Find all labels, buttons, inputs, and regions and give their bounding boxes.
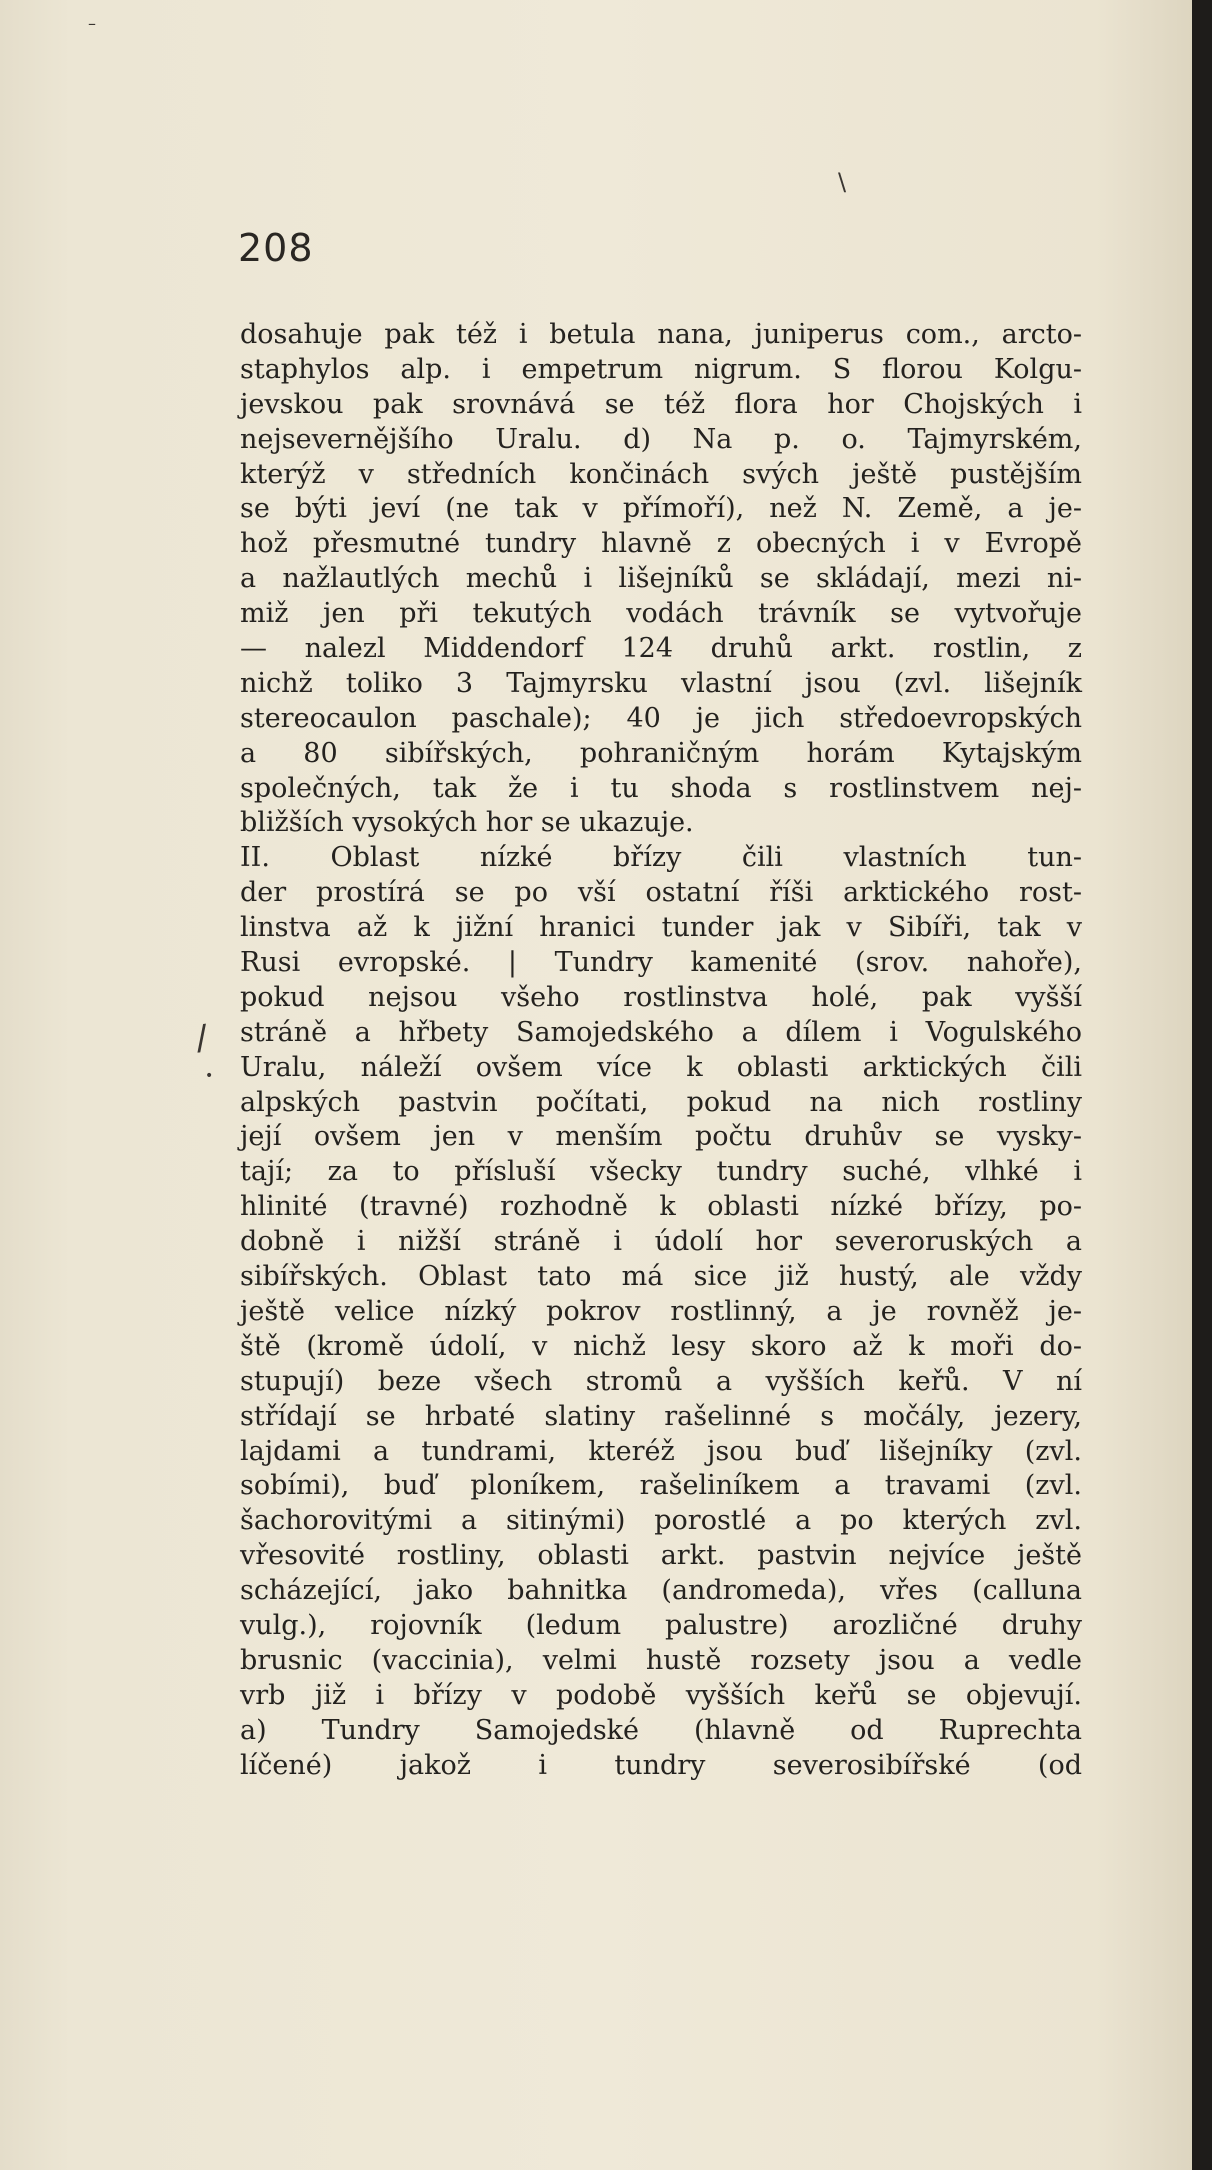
text-line: hož přesmutné tundry hlavně z obecných i v Evropě	[240, 528, 1082, 560]
text-line: nichž toliko 3 Tajmyrsku vlastní jsou (zvl. lišejník	[240, 667, 1082, 699]
text-line: a 80 sibířských, pohraničným horám Kytajským	[240, 737, 1082, 769]
text-line: jevskou pak srovnává se též flora hor Chojských i	[240, 388, 1082, 420]
text-line: stupují) beze všech stromů a vyšších keřů. V ní	[240, 1365, 1082, 1397]
text-line: kterýž v středních končinách svých ještě pustějším	[240, 458, 1082, 490]
text-line: Rusi evropské. | Tundry kamenité (srov. nahoře),	[240, 947, 1082, 979]
text-line: tají; za to přísluší všecky tundry suché, vlhké i	[240, 1156, 1082, 1188]
body-text	[240, 318, 1082, 1783]
text-line: její ovšem jen v menším počtu druhův se vysky-	[240, 1121, 1082, 1153]
margin-slash-mark: /	[193, 1017, 210, 1059]
text-line: dosahuje pak též i betula nana, juniperus com., arcto-	[240, 319, 1082, 350]
text-line: střídají se hrbaté slatiny rašelinné s močály, jezery,	[240, 1400, 1082, 1432]
text-line: ještě velice nízký pokrov rostlinný, a je rovněž je-	[240, 1295, 1082, 1327]
text-line: dobně i nižší stráně i údolí hor severoruských a	[240, 1226, 1082, 1258]
text-line: vřesovité rostliny, oblasti arkt. pastvin nejvíce ještě	[240, 1540, 1082, 1572]
text-line: staphylos alp. i empetrum nigrum. S florou Kolgu-	[240, 353, 1082, 385]
text-line: líčené) jakož i tundry severosibířské (od	[240, 1749, 1082, 1781]
text-line: stráně a hřbety Samojedského a dílem i Vogulského	[240, 1016, 1082, 1048]
text-line: bližších vysokých hor se ukazuje.	[240, 807, 694, 839]
text-line: sobími), buď ploníkem, rašeliníkem a travami (zvl.	[240, 1470, 1082, 1502]
page-number: 208	[238, 226, 314, 270]
text-line: sibířských. Oblast tato má sice již hustý, ale vždy	[240, 1261, 1082, 1293]
text-line: pokud nejsou všeho rostlinstva holé, pak vyšší	[240, 981, 1082, 1013]
text-line: der prostírá se po vší ostatní říši arktického rost-	[240, 877, 1082, 909]
text-line: se býti jeví (ne tak v přímoří), než N. Země, a je-	[240, 493, 1082, 525]
margin-dot-mark: •	[205, 1068, 214, 1084]
text-line: a) Tundry Samojedské (hlavně od Ruprechta	[240, 1714, 1082, 1746]
text-line: hlinité (travné) rozhodně k oblasti nízké břízy, po-	[240, 1191, 1082, 1223]
text-line: II. Oblast nízké břízy čili vlastních tun-	[240, 842, 1082, 874]
text-line: alpských pastvin počítati, pokud na nich rostliny	[240, 1086, 1082, 1118]
corner-mark: –	[88, 14, 96, 33]
text-line: — nalezl Middendorf 124 druhů arkt. rostlin, z	[240, 633, 1082, 665]
text-line: Uralu, náleží ovšem více k oblasti arktických čili	[240, 1051, 1082, 1083]
text-line: a nažlautlých mechů i lišejníků se skládají, mezi ni-	[240, 563, 1082, 595]
text-line: společných, tak že i tu shoda s rostlinstvem nej-	[240, 772, 1082, 804]
text-line: miž jen při tekutých vodách trávník se vytvořuje	[240, 598, 1082, 630]
text-line: lajdami a tundrami, kteréž jsou buď lišejníky (zvl.	[240, 1435, 1082, 1467]
text-line: šachorovitými a sitinými) porostlé a po kterých zvl.	[240, 1505, 1082, 1537]
text-line: vulg.), rojovník (ledum palustre) arozličné druhy	[240, 1609, 1082, 1641]
text-line: brusnic (vaccinia), velmi hustě rozsety jsou a vedle	[240, 1644, 1082, 1676]
text-line: ště (kromě údolí, v nichž lesy skoro až k moři do-	[240, 1330, 1082, 1362]
text-line: scházející, jako bahnitka (andromeda), vřes (calluna	[240, 1575, 1082, 1607]
text-line: vrb již i břízy v podobě vyšších keřů se objevují.	[240, 1679, 1082, 1711]
text-line: stereocaulon paschale); 40 je jich středoevropských	[240, 702, 1082, 734]
text-line: nejsevernějšího Uralu. d) Na p. o. Tajmyrském,	[240, 423, 1082, 455]
text-line: linstva až k jižní hranici tunder jak v Sibíři, tak v	[240, 912, 1082, 944]
top-tick-mark: \	[838, 168, 847, 196]
